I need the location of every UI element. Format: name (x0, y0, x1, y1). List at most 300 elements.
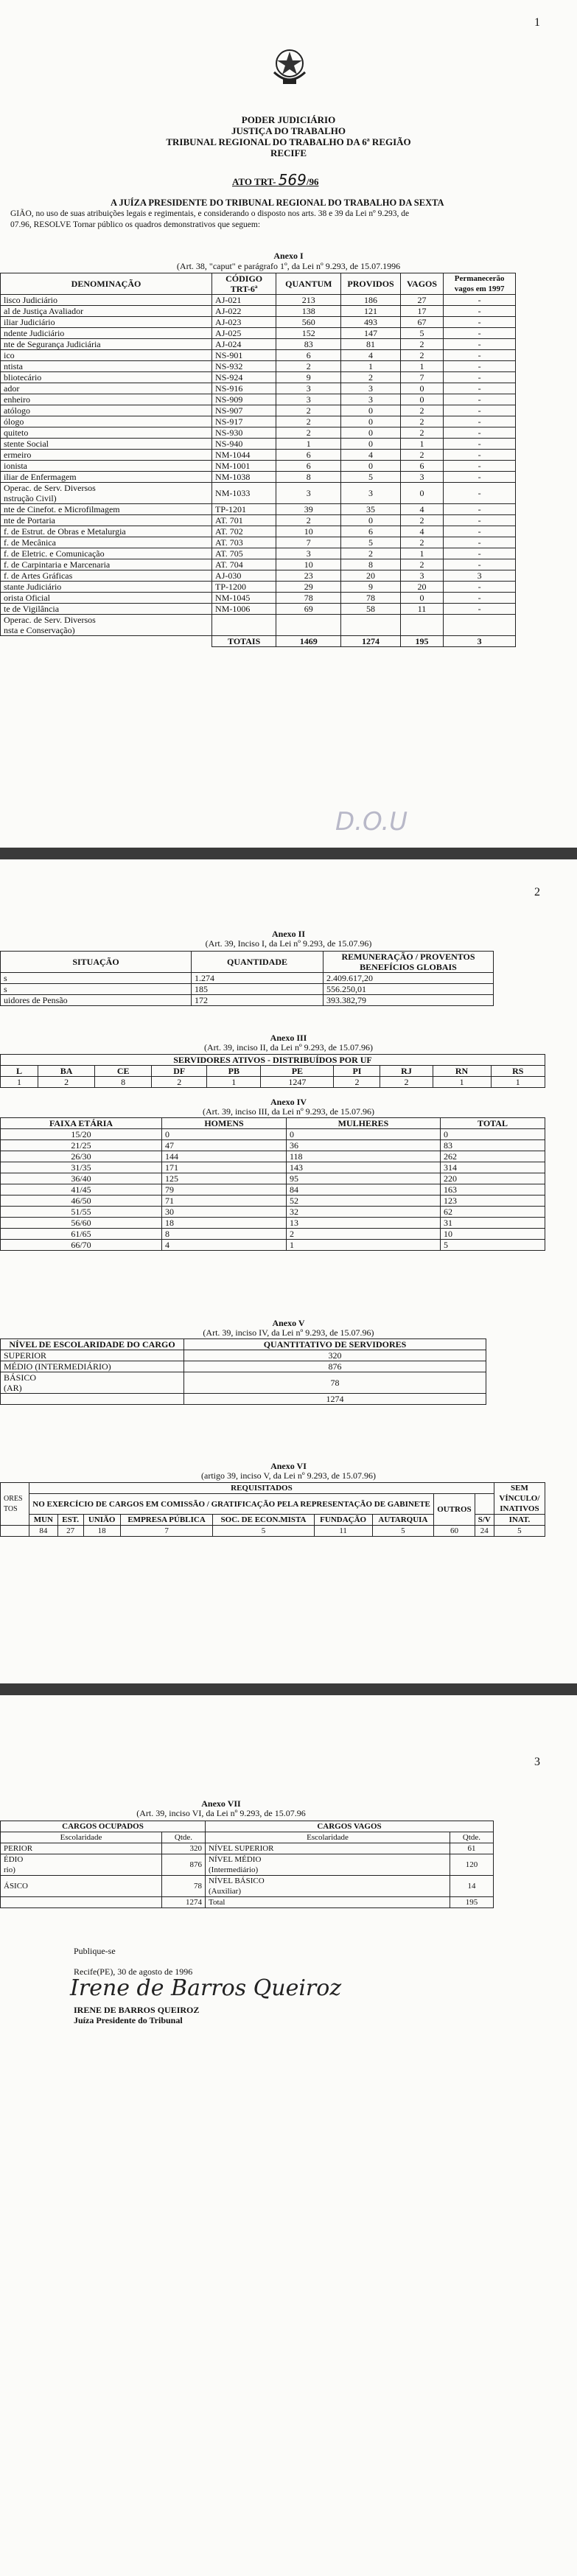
annex-6-value: 7 (120, 1526, 213, 1537)
cargos-vagos-header: CARGOS VAGOS (206, 1821, 494, 1832)
cell-quantitativo: 876 (184, 1361, 486, 1372)
cell-quantum: 2 (276, 361, 341, 372)
col-denominacao: DENOMINAÇÃO (1, 273, 212, 295)
cell-codigo: AT. 705 (212, 548, 276, 559)
cell-vagos: 1 (400, 548, 443, 559)
uf-value: 2 (380, 1077, 433, 1088)
annex-7-table (0, 1821, 494, 1908)
cell-vagos: 17 (400, 306, 443, 317)
cell-quantum: 9 (276, 372, 341, 383)
annex-3-value-row (1, 1077, 545, 1088)
table-row (1, 450, 516, 461)
cell-denominacao: iliar Judiciário (1, 317, 212, 328)
cell-quantum: 152 (276, 328, 341, 339)
cell-permanecerao: - (444, 439, 516, 450)
cell-codigo: NM-1033 (212, 483, 276, 504)
cell-codigo: NS-932 (212, 361, 276, 372)
table-row (1, 439, 516, 450)
cell-quantum: 2 (276, 405, 341, 416)
cell-mulheres: 143 (287, 1162, 441, 1173)
uf-value: 2 (152, 1077, 207, 1088)
cell-quantidade: 172 (192, 995, 324, 1006)
cell-vagos: 2 (400, 416, 443, 427)
cell-permanecerao: - (444, 504, 516, 515)
vagos-col-escolaridade: Escolaridade (206, 1832, 450, 1843)
table-row (1, 1240, 545, 1251)
annex-6-title: Anexo VI (270, 1461, 307, 1471)
header-line-1: PODER JUDICIÁRIO (241, 114, 336, 125)
cell-faixa: 56/60 (1, 1218, 162, 1229)
page-number: 3 (534, 1756, 540, 1768)
cell-faixa: 41/45 (1, 1184, 162, 1195)
cell-faixa: 15/20 (1, 1129, 162, 1140)
cell-homens: 47 (162, 1140, 287, 1151)
cell-vagos: 2 (400, 559, 443, 570)
cell-faixa: 21/25 (1, 1140, 162, 1151)
cell-homens: 144 (162, 1151, 287, 1162)
cell-permanecerao: - (444, 537, 516, 548)
preamble-line-2: GIÃO, no uso de suas atribuições legais e regimentais, e considerando o disposto nos arts. 38 e 39 da Lei nº 9.293, de (10, 209, 410, 218)
col-total: TOTAL (441, 1118, 545, 1129)
annex-2-body (1, 973, 494, 1006)
annex-1-body (1, 295, 516, 636)
cell-permanecerao: - (444, 582, 516, 593)
annex-5-body (1, 1350, 486, 1405)
cell-providos: 4 (341, 450, 400, 461)
cell-situacao: uidores de Pensão (1, 995, 192, 1006)
cell-denominacao: nte de Cinefot. e Microfilmagem (1, 504, 212, 515)
cell-denominacao: al de Justiça Avaliador (1, 306, 212, 317)
cell-vagos: 67 (400, 317, 443, 328)
header-line-2: JUSTIÇA DO TRABALHO (231, 125, 346, 136)
cell-codigo: AJ-022 (212, 306, 276, 317)
table-row (1, 1897, 494, 1908)
cell-providos: 1 (341, 361, 400, 372)
table-row (1, 515, 516, 526)
table-row (1, 350, 516, 361)
ocupados-qtde: 320 (162, 1843, 206, 1854)
table-row (1, 1162, 545, 1173)
vagos-qtde: 195 (450, 1897, 494, 1908)
cell-permanecerao: - (444, 339, 516, 350)
cell-codigo: AT. 702 (212, 526, 276, 537)
table-row (1, 405, 516, 416)
uf-header: RS (491, 1066, 545, 1077)
table-row (1, 604, 516, 615)
uf-value: 1 (491, 1077, 545, 1088)
cell-permanecerao: - (444, 593, 516, 604)
table-row (1, 973, 494, 984)
cell-total: 314 (441, 1162, 545, 1173)
cell-codigo: AJ-030 (212, 570, 276, 582)
col-providos: PROVIDOS (341, 273, 400, 295)
cell-quantum (276, 615, 341, 636)
header-line-3: TRIBUNAL REGIONAL DO TRABALHO DA 6ª REGIÃO (166, 136, 411, 147)
cell-permanecerao: - (444, 361, 516, 372)
table-row (1, 295, 516, 306)
cell-denominacao: ador (1, 383, 212, 394)
handwritten-signature: Irene de Barros Queiroz (70, 1975, 342, 2001)
cell-denominacao: stente Social (1, 439, 212, 450)
cell-codigo: NS-924 (212, 372, 276, 383)
table-row (1, 1843, 494, 1854)
uf-header: RJ (380, 1066, 433, 1077)
cell-vagos: 3 (400, 570, 443, 582)
header-line-4: RECIFE (270, 147, 307, 158)
cell-providos: 3 (341, 383, 400, 394)
table-row (1, 1129, 545, 1140)
annex-7-body (1, 1843, 494, 1908)
cell-quantidade: 1.274 (192, 973, 324, 984)
ocupados-col-qtde: Qtde. (162, 1832, 206, 1843)
table-row (1, 615, 516, 636)
cell-situacao: s (1, 984, 192, 995)
cell-vagos (400, 615, 443, 636)
annex-6-value: 11 (314, 1526, 372, 1537)
annex-7-subtitle: (Art. 39, inciso VI, da Lei nº 9.293, de 15.07.96 (136, 1808, 306, 1818)
cell-codigo: AT. 704 (212, 559, 276, 570)
annex-1-subtitle: (Art. 38, "caput" e parágrafo 1º, da Lei nº 9.293, de 15.07.1996 (176, 261, 401, 271)
uf-header: PB (207, 1066, 261, 1077)
cell-denominacao: te de Vigilância (1, 604, 212, 615)
cell-codigo: TP-1200 (212, 582, 276, 593)
cell-codigo: NM-1006 (212, 604, 276, 615)
cell-permanecerao: - (444, 383, 516, 394)
annex-6-col-mun: MUN (29, 1515, 58, 1526)
cell-permanecerao: - (444, 295, 516, 306)
col-quantitativo: QUANTITATIVO DE SERVIDORES (184, 1339, 486, 1350)
annex-5-table (0, 1338, 486, 1405)
cell-denominacao: bliotecário (1, 372, 212, 383)
cell-providos: 35 (341, 504, 400, 515)
cell-quantum: 3 (276, 548, 341, 559)
cell-codigo: AJ-021 (212, 295, 276, 306)
annex-6-left-blank (1, 1526, 29, 1537)
cell-quantum: 83 (276, 339, 341, 350)
preamble-line-1: A JUÍZA PRESIDENTE DO TRIBUNAL REGIONAL DO TRABALHO DA SEXTA (111, 198, 444, 208)
cell-quantum: 2 (276, 427, 341, 439)
cell-providos: 0 (341, 515, 400, 526)
cell-denominacao: Operac. de Serv. Diversos nsta e Conservação) (1, 615, 212, 636)
cell-providos: 3 (341, 483, 400, 504)
annex-2-table (0, 951, 494, 1006)
cell-quantum: 1 (276, 439, 341, 450)
place-date: Recife(PE), 30 de agosto de 1996 (74, 1966, 193, 1977)
cell-remuneracao: 2.409.617,20 (324, 973, 494, 984)
cell-total: 220 (441, 1173, 545, 1184)
col-quantum: QUANTUM (276, 273, 341, 295)
cell-total: 10 (441, 1229, 545, 1240)
cell-providos: 0 (341, 439, 400, 450)
cell-providos: 81 (341, 339, 400, 350)
table-row (1, 1394, 486, 1405)
uf-value: 1 (1, 1077, 38, 1088)
cell-providos: 6 (341, 526, 400, 537)
annex-6-exercicio: NO EXERCÍCIO DE CARGOS EM COMISSÃO / GRATIFICAÇÃO PELA REPRESENTAÇÃO DE GABINETE (29, 1494, 434, 1515)
cell-denominacao: nte de Segurança Judiciária (1, 339, 212, 350)
act-label: ATO TRT- (232, 176, 276, 187)
cell-codigo: NS-907 (212, 405, 276, 416)
cell-permanecerao: 3 (444, 570, 516, 582)
cell-remuneracao: 556.250,01 (324, 984, 494, 995)
cell-permanecerao: - (444, 394, 516, 405)
cell-codigo: NM-1045 (212, 593, 276, 604)
cell-total: 62 (441, 1207, 545, 1218)
annex-2-title: Anexo II (271, 929, 305, 939)
cell-quantum: 2 (276, 515, 341, 526)
col-situacao: SITUAÇÃO (1, 952, 192, 973)
cell-faixa: 61/65 (1, 1229, 162, 1240)
cell-homens: 30 (162, 1207, 287, 1218)
act-year: /96 (306, 176, 319, 187)
cell-nivel: BÁSICO (AR) (1, 1372, 184, 1394)
annex-6-col-fundacao: FUNDAÇÃO (314, 1515, 372, 1526)
annex-6-value: 18 (83, 1526, 120, 1537)
cell-vagos: 4 (400, 504, 443, 515)
cell-quantum: 69 (276, 604, 341, 615)
vagos-escolaridade: Total (206, 1897, 450, 1908)
uf-header: DF (152, 1066, 207, 1077)
vagos-escolaridade: NÍVEL SUPERIOR (206, 1843, 450, 1854)
cell-homens: 0 (162, 1129, 287, 1140)
cell-quantum: 6 (276, 350, 341, 361)
cell-permanecerao: - (444, 306, 516, 317)
table-row (1, 328, 516, 339)
cell-faixa: 66/70 (1, 1240, 162, 1251)
annex-4-table (0, 1117, 545, 1251)
cell-vagos: 2 (400, 427, 443, 439)
annex-6-value: 5 (213, 1526, 314, 1537)
col-faixa: FAIXA ETÁRIA (1, 1118, 162, 1129)
cell-permanecerao: - (444, 472, 516, 483)
publique-se: Publique-se (74, 1946, 116, 1956)
table-row (1, 416, 516, 427)
coat-of-arms-emblem (267, 43, 312, 88)
annex-6-value: 84 (29, 1526, 58, 1537)
annex-7-title: Anexo VII (201, 1798, 241, 1809)
table-row (1, 1876, 494, 1897)
cell-codigo: AT. 701 (212, 515, 276, 526)
cell-permanecerao: - (444, 548, 516, 559)
cell-providos: 0 (341, 427, 400, 439)
table-row (1, 1195, 545, 1207)
cell-permanecerao: - (444, 526, 516, 537)
cell-nivel: SUPERIOR (1, 1350, 184, 1361)
cell-permanecerao: - (444, 450, 516, 461)
cell-providos (341, 615, 400, 636)
cell-codigo: NM-1044 (212, 450, 276, 461)
cell-denominacao: ndente Judiciário (1, 328, 212, 339)
ocupados-col-escolaridade: Escolaridade (1, 1832, 162, 1843)
cell-quantum: 138 (276, 306, 341, 317)
cell-providos: 20 (341, 570, 400, 582)
cell-permanecerao: - (444, 559, 516, 570)
cell-vagos: 0 (400, 383, 443, 394)
vagos-escolaridade: NÍVEL BÁSICO (Auxiliar) (206, 1876, 450, 1897)
table-row (1, 1218, 545, 1229)
annex-6-sem-vinculo: SEM VÍNCULO/ INATIVOS (494, 1483, 545, 1515)
annex-6-col-empresa: EMPRESA PÚBLICA (120, 1515, 213, 1526)
cell-homens: 18 (162, 1218, 287, 1229)
cell-mulheres: 13 (287, 1218, 441, 1229)
cell-quantum: 10 (276, 526, 341, 537)
uf-value: 8 (95, 1077, 152, 1088)
cell-denominacao: ico (1, 350, 212, 361)
cell-providos: 493 (341, 317, 400, 328)
annex-6-col-autarquia: AUTARQUIA (372, 1515, 434, 1526)
cell-denominacao: lisco Judiciário (1, 295, 212, 306)
vagos-qtde: 61 (450, 1843, 494, 1854)
cell-homens: 125 (162, 1173, 287, 1184)
act-number: 569 (278, 171, 307, 189)
cell-homens: 8 (162, 1229, 287, 1240)
annex-3-title: Anexo III (270, 1033, 307, 1043)
col-permanecerao: Permanecerão vagos em 1997 (444, 273, 516, 295)
cell-permanecerao: - (444, 604, 516, 615)
vagos-col-qtde: Qtde. (450, 1832, 494, 1843)
cell-homens: 79 (162, 1184, 287, 1195)
cell-permanecerao: - (444, 317, 516, 328)
cell-quantitativo: 320 (184, 1350, 486, 1361)
uf-value: 2 (334, 1077, 380, 1088)
totals-label: TOTAIS (212, 636, 276, 647)
cell-codigo: AT. 703 (212, 537, 276, 548)
cell-vagos: 0 (400, 483, 443, 504)
ocupados-qtde: 78 (162, 1876, 206, 1897)
table-row (1, 1229, 545, 1240)
table-row (1, 1173, 545, 1184)
cell-denominacao: quiteto (1, 427, 212, 439)
table-row (1, 339, 516, 350)
table-row (1, 995, 494, 1006)
cell-providos: 8 (341, 559, 400, 570)
cell-mulheres: 95 (287, 1173, 441, 1184)
totals-vagos: 195 (400, 636, 443, 647)
ocupados-escolaridade (1, 1897, 162, 1908)
uf-header: PI (334, 1066, 380, 1077)
cell-providos: 0 (341, 416, 400, 427)
table-row (1, 984, 494, 995)
cell-vagos: 27 (400, 295, 443, 306)
table-row (1, 461, 516, 472)
table-row (1, 1350, 486, 1361)
annex-1-title: Anexo I (273, 251, 304, 261)
col-codigo: CÓDIGO TRT-6ª (212, 273, 276, 295)
cell-denominacao: ólogo (1, 416, 212, 427)
cell-vagos: 6 (400, 461, 443, 472)
cell-denominacao: ermeiro (1, 450, 212, 461)
annex-6-value: 27 (57, 1526, 83, 1537)
uf-header: PE (261, 1066, 334, 1077)
act-reference (232, 171, 318, 189)
cell-mulheres: 36 (287, 1140, 441, 1151)
cell-permanecerao: - (444, 483, 516, 504)
cell-quantum: 3 (276, 483, 341, 504)
cell-mulheres: 52 (287, 1195, 441, 1207)
annex-5-title: Anexo V (272, 1318, 305, 1328)
cell-homens: 171 (162, 1162, 287, 1173)
cell-providos: 147 (341, 328, 400, 339)
cell-denominacao: stante Judiciário (1, 582, 212, 593)
vagos-escolaridade: NÍVEL MÉDIO (Intermediário) (206, 1854, 450, 1876)
cell-denominacao: f. de Mecânica (1, 537, 212, 548)
annex-3-subtitle: (Art. 39, inciso II, da Lei nº 9.293, de 15.07.96) (203, 1042, 373, 1053)
cell-quantitativo: 1274 (184, 1394, 486, 1405)
table-row (1, 472, 516, 483)
totals-permanecerao: 3 (444, 636, 516, 647)
table-row (1, 427, 516, 439)
table-row (1, 383, 516, 394)
cell-mulheres: 118 (287, 1151, 441, 1162)
cell-providos: 2 (341, 372, 400, 383)
cell-vagos: 2 (400, 515, 443, 526)
cell-denominacao: atólogo (1, 405, 212, 416)
table-row (1, 1372, 486, 1394)
cell-permanecerao: - (444, 416, 516, 427)
col-vagos: VAGOS (400, 273, 443, 295)
cell-permanecerao: - (444, 427, 516, 439)
table-row (1, 1854, 494, 1876)
cell-mulheres: 84 (287, 1184, 441, 1195)
cell-vagos: 1 (400, 439, 443, 450)
cell-vagos: 1 (400, 361, 443, 372)
signer-role: Juíza Presidente do Tribunal (74, 2015, 183, 2025)
cell-codigo: NS-909 (212, 394, 276, 405)
cell-quantum: 3 (276, 394, 341, 405)
cell-faixa: 46/50 (1, 1195, 162, 1207)
cell-quantitativo: 78 (184, 1372, 486, 1394)
uf-header: CE (95, 1066, 152, 1077)
table-row (1, 1361, 486, 1372)
cell-vagos: 20 (400, 582, 443, 593)
table-row (1, 1140, 545, 1151)
cell-quantum: 39 (276, 504, 341, 515)
col-homens: HOMENS (162, 1118, 287, 1129)
cell-providos: 58 (341, 604, 400, 615)
cell-codigo: AJ-025 (212, 328, 276, 339)
table-row (1, 394, 516, 405)
table-row (1, 559, 516, 570)
annex-6-value: 24 (475, 1526, 494, 1537)
cell-permanecerao: - (444, 328, 516, 339)
vagos-qtde: 14 (450, 1876, 494, 1897)
totals-quantum: 1469 (276, 636, 341, 647)
col-mulheres: MULHERES (287, 1118, 441, 1129)
totals-providos: 1274 (341, 636, 400, 647)
cell-codigo: NS-940 (212, 439, 276, 450)
annex-5-subtitle: (Art. 39, inciso IV, da Lei nº 9.293, de 15.07.96) (203, 1327, 374, 1338)
cell-denominacao: f. de Estrut. de Obras e Metalurgia (1, 526, 212, 537)
table-row (1, 570, 516, 582)
cell-providos: 5 (341, 537, 400, 548)
uf-header: RN (433, 1066, 491, 1077)
annex-6-value: 5 (494, 1526, 545, 1537)
ocupados-escolaridade: ÁSICO (1, 1876, 162, 1897)
cell-total: 31 (441, 1218, 545, 1229)
cell-codigo: NS-901 (212, 350, 276, 361)
cell-permanecerao: - (444, 405, 516, 416)
cell-denominacao: nte de Portaria (1, 515, 212, 526)
cell-denominacao: ionista (1, 461, 212, 472)
table-row (1, 1151, 545, 1162)
cell-quantum: 8 (276, 472, 341, 483)
cell-faixa: 51/55 (1, 1207, 162, 1218)
page-number: 1 (534, 16, 540, 29)
uf-value: 1 (433, 1077, 491, 1088)
cell-denominacao: f. de Carpintaria e Marcenaria (1, 559, 212, 570)
annex-2-subtitle: (Art. 39, Inciso I, da Lei nº 9.293, de 15.07.96) (205, 938, 372, 949)
cell-denominacao: orista Oficial (1, 593, 212, 604)
